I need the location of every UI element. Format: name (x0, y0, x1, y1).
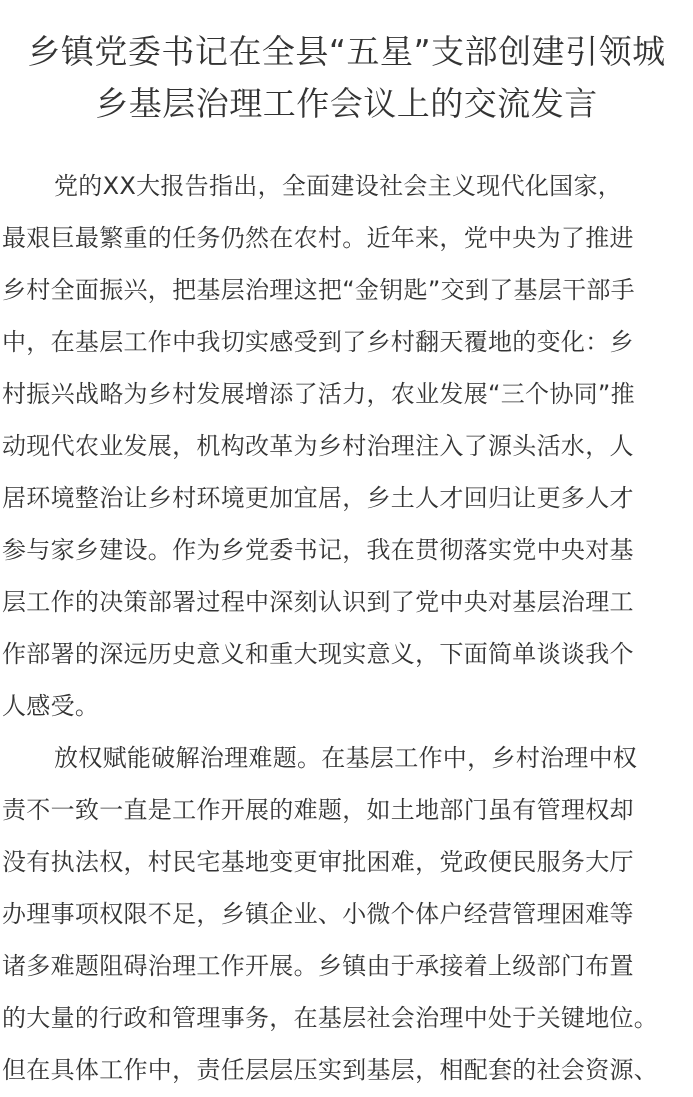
text-line: 放权赋能破解治理难题。在基层工作中，乡村治理中权 (54, 744, 638, 772)
text-line: 作部署的深远历史意义和重大现实意义，下面简单谈谈我个 (2, 640, 634, 668)
text-line: 居环境整治让乡村环境更加宜居，乡土人才回归让更多人才 (2, 484, 634, 512)
text-line: 最艰巨最繁重的任务仍然在农村。近年来，党中央为了推进 (2, 224, 634, 252)
text-line: 办理事项权限不足，乡镇企业、小微个体户经营管理困难等 (2, 900, 634, 928)
paragraph-1 (2, 160, 693, 732)
text-line: 责不一致一直是工作开展的难题，如土地部门虽有管理权却 (2, 796, 634, 824)
article-title (0, 0, 693, 130)
text-line: 中，在基层工作中我切实感受到了乡村翻天覆地的变化：乡 (2, 328, 634, 356)
text-line: 但在具体工作中，责任层层压实到基层，相配套的社会资源、 (2, 1056, 659, 1084)
text-line: 人感受。 (2, 692, 100, 720)
text-line: 诸多难题阻碍治理工作开展。乡镇由于承接着上级部门布置 (2, 952, 634, 980)
title-line-2: 乡基层治理工作会议上的交流发言 (95, 84, 598, 123)
title-line-1: 乡镇党委书记在全县“五星”支部创建引领城 (27, 32, 666, 71)
text-line: 的大量的行政和管理事务，在基层社会治理中处于关键地位。 (2, 1004, 659, 1032)
text-line: 没有执法权，村民宅基地变更审批困难，党政便民服务大厅 (2, 848, 634, 876)
text-line: 动现代农业发展，机构改革为乡村治理注入了源头活水，人 (2, 432, 634, 460)
text-line: 参与家乡建设。作为乡党委书记，我在贯彻落实党中央对基 (2, 536, 634, 564)
text-line: 乡村全面振兴，把基层治理这把“金钥匙”交到了基层干部手 (2, 276, 635, 304)
text-line: 层工作的决策部署过程中深刻认识到了党中央对基层治理工 (2, 588, 634, 616)
text-line: 村振兴战略为乡村发展增添了活力，农业发展“三个协同”推 (2, 380, 635, 408)
text-line: 党的XX大报告指出，全面建设社会主义现代化国家， (54, 172, 623, 200)
paragraph-2 (2, 732, 693, 1096)
article-body (0, 160, 693, 1096)
